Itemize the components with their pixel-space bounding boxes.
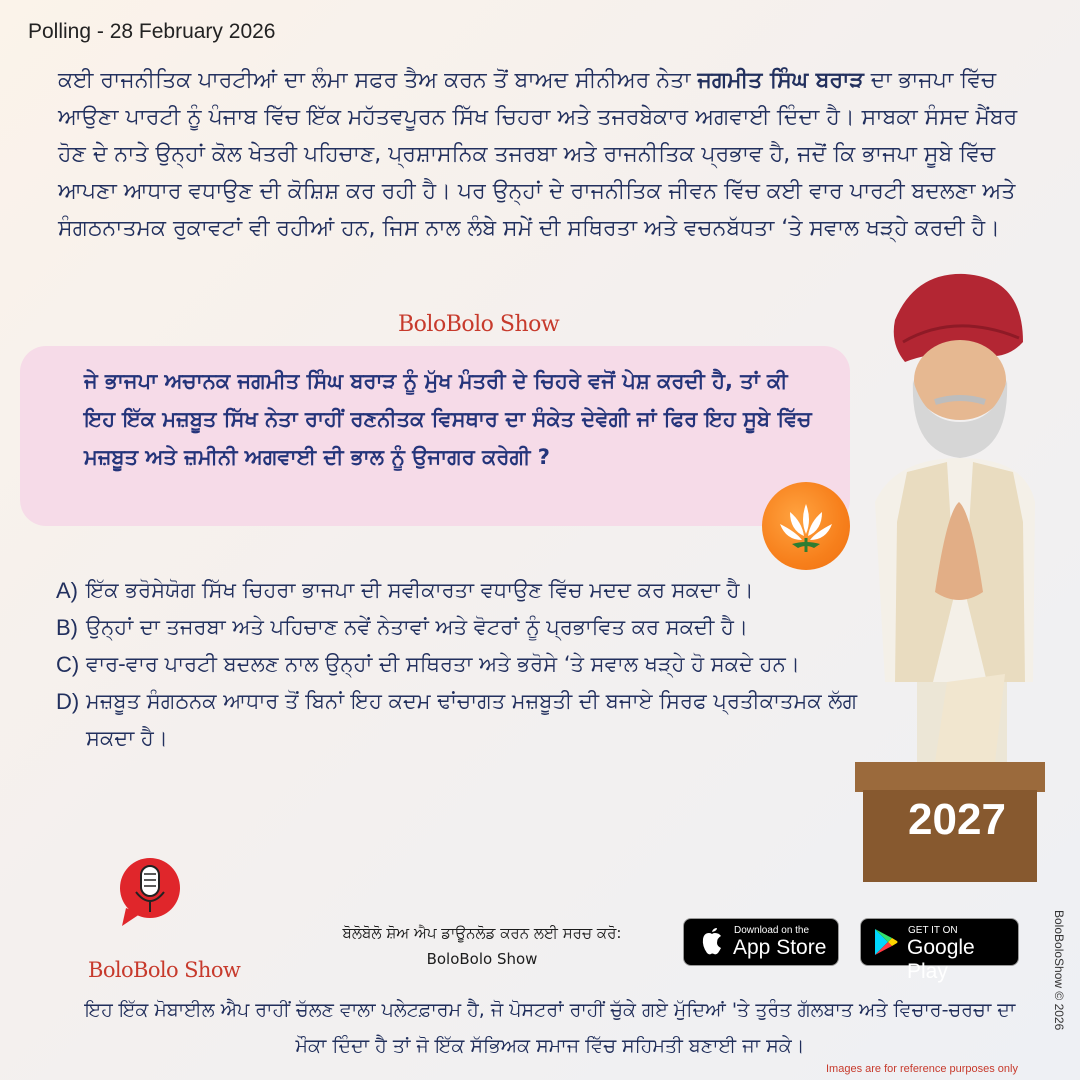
copyright-text: BoloBoloShow © 2026 xyxy=(1052,910,1066,1031)
post-date: Polling - 28 February 2026 xyxy=(28,20,276,43)
option-letter: C) xyxy=(56,652,80,677)
copyright-vertical xyxy=(1052,910,1066,1060)
option-a[interactable] xyxy=(56,572,906,609)
option-d[interactable] xyxy=(56,683,906,757)
google-play-label: Google Play xyxy=(907,936,975,983)
intro-text-start: ਕਈ ਰਾਜਨੀਤਿਕ ਪਾਰਟੀਆਂ ਦਾ ਲੰਮਾ ਸਫਰ ਤੈਅ ਕਰਨ ਤੋਂ ਬਾਅਦ ਸੀਨੀਅਰ ਨੇਤਾ xyxy=(58,68,698,93)
leader-name: ਜਗਮੀਤ ਸਿੰਘ ਬਰਾੜ xyxy=(697,68,864,93)
microphone-logo-icon xyxy=(118,852,182,962)
poll-options xyxy=(56,572,906,757)
google-play-small-label: GET IT ON xyxy=(908,925,958,936)
google-play-button[interactable] xyxy=(860,918,1019,983)
option-letter: B) xyxy=(56,615,78,640)
intro-paragraph xyxy=(58,62,1048,247)
search-instruction: ਬੋਲੋਬੋਲੋ ਸ਼ੋਅ ਐਪ ਡਾਊਨਲੋਡ ਕਰਨ ਲਈ ਸਰਚ ਕਰੋ: xyxy=(342,924,622,942)
app-store-label: App Store xyxy=(733,936,827,959)
image-disclaimer: Images are for reference purposes only xyxy=(826,1063,1018,1075)
app-name: BoloBolo Show xyxy=(426,950,538,968)
option-letter: D) xyxy=(56,689,80,714)
platform-description: ਇਹ ਇੱਕ ਮੋਬਾਈਲ ਐਪ ਰਾਹੀਂ ਚੱਲਣ ਵਾਲਾ ਪਲੇਟਫ਼ਾਰਮ ਹੈ, ਜੋ ਪੋਸਟਰਾਂ ਰਾਹੀਂ ਚੁੱਕੇ ਗਏ ਮੁੱਦਿਆਂ 'ਤੇ ਤੁਰੰਤ ਗੱਲਬਾਤ ਅਤੇ ਵਿਚਾਰ-ਚਰਚਾ ਦਾ ਮੌਕਾ ਦਿੰਦਾ ਹੈ ਤਾਂ ਜੋ ਇੱਕ ਸੱਭਿਅਕ ਸਮਾਜ ਵਿੱਚ ਸਹਿਮਤੀ ਬਣਾਈ ਜਾ ਸਕੇ। xyxy=(84,999,1016,1057)
option-text: ਇੱਕ ਭਰੋਸੇਯੋਗ ਸਿੱਖ ਚਿਹਰਾ ਭਾਜਪਾ ਦੀ ਸਵੀਕਾਰਤਾ ਵਧਾਉਣ ਵਿੱਚ ਮਦਦ ਕਰ ਸਕਦਾ ਹੈ। xyxy=(86,578,754,602)
option-text: ਉਨ੍ਹਾਂ ਦਾ ਤਜਰਬਾ ਅਤੇ ਪਹਿਚਾਣ ਨਵੇਂ ਨੇਤਾਵਾਂ ਅਤੇ ਵੋਟਰਾਂ ਨੂੰ ਪ੍ਰਭਾਵਿਤ ਕਰ ਸਕਦੀ ਹੈ। xyxy=(86,615,749,639)
google-play-icon xyxy=(873,928,899,956)
option-letter: A) xyxy=(56,578,78,603)
intro-text-end: ਦਾ ਭਾਜਪਾ ਵਿੱਚ ਆਉਣਾ ਪਾਰਟੀ ਨੂੰ ਪੰਜਾਬ ਵਿੱਚ ਇੱਕ ਮਹੱਤਵਪੂਰਨ ਸਿੱਖ ਚਿਹਰਾ ਅਤੇ ਤਜਰਬੇਕਾਰ ਅਗਵਾਈ ਦਿੰਦਾ ਹੈ। ਸਾਬਕਾ ਸੰਸਦ ਮੈਂਬਰ ਹੋਣ ਦੇ ਨਾਤੇ ਉਨ੍ਹਾਂ ਕੋਲ ਖੇਤਰੀ ਪਹਿਚਾਣ, ਪ੍ਰਸ਼ਾਸਨਿਕ ਤਜਰਬਾ ਅਤੇ ਰਾਜਨੀਤਿਕ ਪ੍ਰਭਾਵ ਹੈ, ਜਦੋਂ ਕਿ ਭਾਜਪਾ ਸੂਬੇ ਵਿੱਚ ਆਪਣਾ ਆਧਾਰ ਵਧਾਉਣ ਦੀ ਕੋਸ਼ਿਸ਼ ਕਰ ਰਹੀ ਹੈ। ਪਰ ਉਨ੍ਹਾਂ ਦੇ ਰਾਜਨੀਤਿਕ ਜੀਵਨ ਵਿੱਚ ਕਈ ਵਾਰ ਪਾਰਟੀ ਬਦਲਣਾ ਅਤੇ ਸੰਗਠਨਾਤਮਕ ਰੁਕਾਵਟਾਂ ਵੀ ਰਹੀਆਂ ਹਨ, ਜਿਸ ਨਾਲ ਲੰਬੇ ਸਮੇਂ ਦੀ ਸਥਿਰਤਾ ਅਤੇ ਵਚਨਬੱਧਤਾ ‘ਤੇ ਸਵਾਲ ਖੜ੍ਹੇ ਕਰਦੀ ਹੈ। xyxy=(58,68,1018,241)
poll-question: ਜੇ ਭਾਜਪਾ ਅਚਾਨਕ ਜਗਮੀਤ ਸਿੰਘ ਬਰਾੜ ਨੂੰ ਮੁੱਖ ਮੰਤਰੀ ਦੇ ਚਿਹਰੇ ਵਜੋਂ ਪੇਸ਼ ਕਰਦੀ ਹੈ, ਤਾਂ ਕੀ ਇਹ ਇੱਕ ਮਜ਼ਬੂਤ ਸਿੱਖ ਨੇਤਾ ਰਾਹੀਂ ਰਣਨੀਤਕ ਵਿਸਥਾਰ ਦਾ ਸੰਕੇਤ ਦੇਵੇਗੀ ਜਾਂ ਫਿਰ ਇਹ ਸੂਬੇ ਵਿੱਚ ਮਜ਼ਬੂਤ ਅਤੇ ਜ਼ਮੀਨੀ ਅਗਵਾਈ ਦੀ ਭਾਲ ਨੂੰ ਉਜਾਗਰ ਕਰੇਗੀ ? xyxy=(84,369,812,469)
option-c[interactable] xyxy=(56,646,906,683)
app-store-button[interactable] xyxy=(683,918,839,966)
app-store-small-label: Download on the xyxy=(734,925,810,936)
bjp-lotus-icon xyxy=(762,482,850,570)
option-text: ਮਜ਼ਬੂਤ ਸੰਗਠਨਕ ਆਧਾਰ ਤੋਂ ਬਿਨਾਂ ਇਹ ਕਦਮ ਢਾਂਚਾਗਤ ਮਜ਼ਬੂਤੀ ਦੀ ਬਜਾਏ ਸਿਰਫ ਪ੍ਰਤੀਕਾਤਮਕ ਲੱਗ ਸਕਦਾ ਹੈ। xyxy=(86,689,858,750)
apple-icon xyxy=(700,928,724,956)
app-search-prompt xyxy=(302,920,662,972)
brand-watermark: BoloBolo Show xyxy=(398,312,560,337)
ballot-year: 2027 xyxy=(908,795,1006,844)
option-text: ਵਾਰ-ਵਾਰ ਪਾਰਟੀ ਬਦਲਣ ਨਾਲ ਉਨ੍ਹਾਂ ਦੀ ਸਥਿਰਤਾ ਅਤੇ ਭਰੋਸੇ ‘ਤੇ ਸਵਾਲ ਖੜ੍ਹੇ ਹੋ ਸਕਦੇ ਹਨ। xyxy=(86,652,800,676)
brand-logo-text: BoloBolo Show xyxy=(88,958,241,982)
option-b[interactable] xyxy=(56,609,906,646)
